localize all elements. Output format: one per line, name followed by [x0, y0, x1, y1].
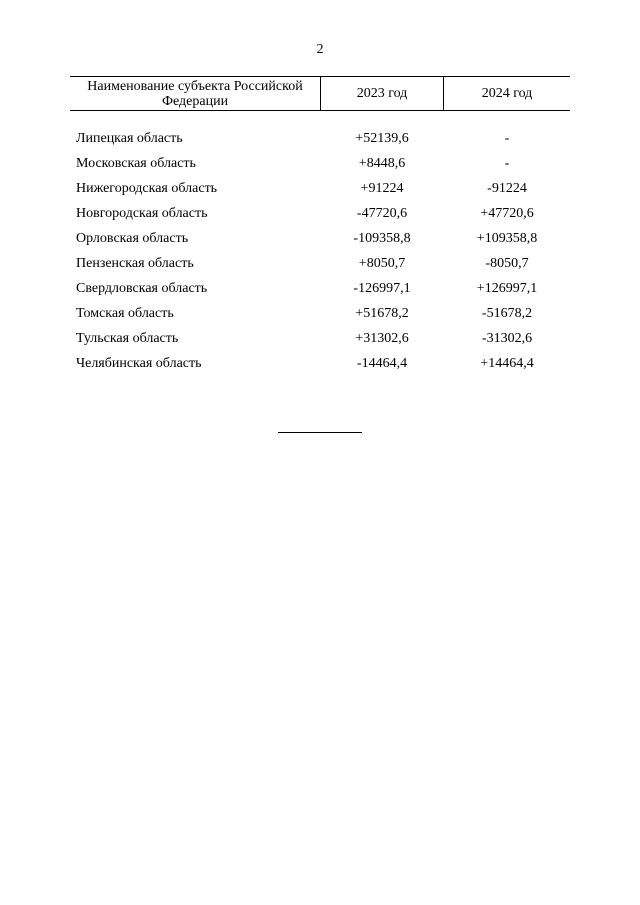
value-2023-cell: +8448,6: [358, 155, 406, 171]
subject-name-cell: Свердловская область: [76, 280, 208, 296]
table-row: [70, 226, 570, 251]
value-2023-cell: -126997,1: [353, 280, 411, 296]
value-2024-cell: +126997,1: [476, 280, 538, 296]
value-2023-cell: +51678,2: [355, 305, 409, 321]
table-body: [70, 126, 570, 376]
page-number: 2: [316, 42, 324, 57]
value-2023-cell: +31302,6: [355, 330, 409, 346]
table-row: [70, 276, 570, 301]
value-2023-cell: -109358,8: [353, 230, 411, 246]
value-2024-cell: -: [504, 155, 510, 171]
subject-name-cell: Томская область: [76, 305, 174, 321]
value-2024-cell: +109358,8: [476, 230, 538, 246]
table-row: [70, 126, 570, 151]
value-2024-cell: -: [504, 130, 510, 146]
subject-name-cell: Московская область: [76, 155, 196, 171]
table-row: [70, 326, 570, 351]
value-2024-cell: +14464,4: [480, 355, 534, 371]
table-header: [70, 76, 570, 111]
subject-name-cell: Челябинская область: [76, 355, 202, 371]
subject-name-cell: Тульская область: [76, 330, 179, 346]
table-row: [70, 201, 570, 226]
value-2024-cell: -91224: [487, 180, 527, 196]
subject-name-cell: Нижегородская область: [76, 180, 218, 196]
subject-name-cell: Новгородская область: [76, 205, 208, 221]
value-2023-cell: +8050,7: [358, 255, 406, 271]
table-row: [70, 351, 570, 376]
value-2023-cell: +52139,6: [355, 130, 409, 146]
table-row: [70, 251, 570, 276]
subject-name-cell: Орловская область: [76, 230, 189, 246]
table-row: [70, 176, 570, 201]
value-2023-cell: -47720,6: [356, 205, 408, 221]
column-header-2023: 2023 год: [320, 77, 444, 110]
table-row: [70, 151, 570, 176]
table-row: [70, 301, 570, 326]
value-2024-cell: +47720,6: [480, 205, 534, 221]
value-2024-cell: -8050,7: [485, 255, 529, 271]
subject-name-cell: Пензенская область: [76, 255, 194, 271]
subject-name-cell: Липецкая область: [76, 130, 183, 146]
value-2024-cell: -51678,2: [481, 305, 533, 321]
end-of-document-line: [278, 432, 362, 433]
column-header-2024: 2024 год: [481, 86, 533, 101]
value-2023-cell: -14464,4: [356, 355, 408, 371]
value-2023-cell: +91224: [360, 180, 404, 196]
column-header-subject: Наименование субъекта Российской Федерации: [87, 78, 303, 109]
value-2024-cell: -31302,6: [481, 330, 533, 346]
